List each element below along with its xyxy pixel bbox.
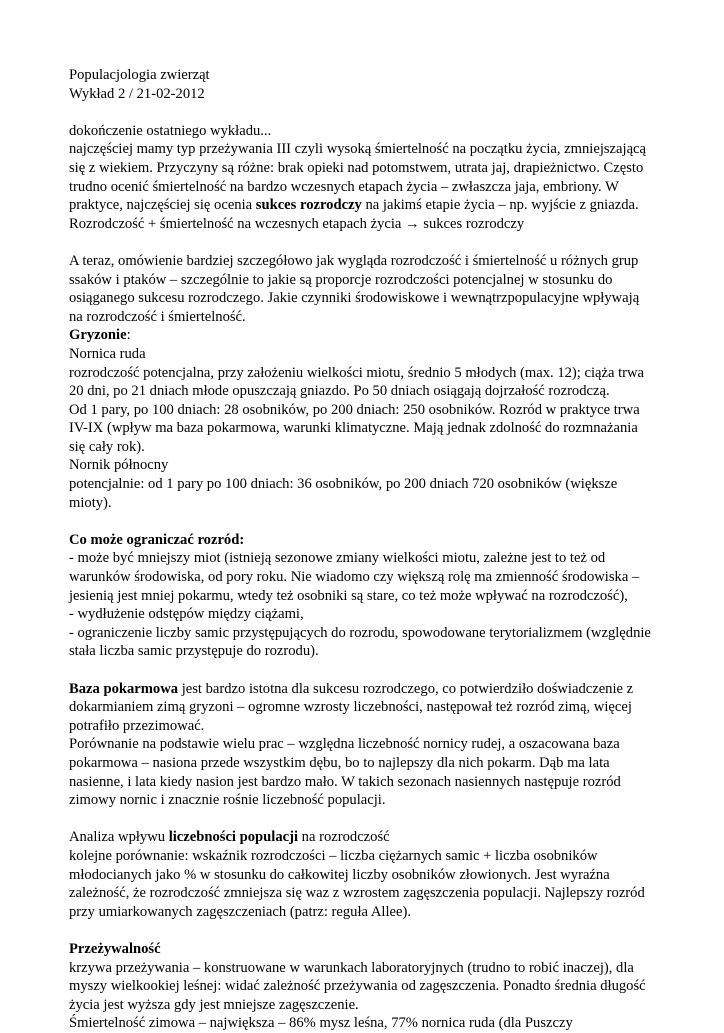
text-line: stała liczba samic przystępuje do rozrodu). <box>69 643 319 660</box>
text-line: IV-IX (wpływ ma baza pokarmowa, warunki klimatyczne. Mają jednak zdolność do rozmnażania <box>69 420 638 437</box>
text-line: dokarmianiem zimą gryzoni – ogromne wzrosty liczebności, następował też rozród zimą, więcej <box>69 699 632 716</box>
text-fragment: jest bardzo istotna dla sukcesu rozrodczego, co potwierdziło doświadczenie z <box>178 680 634 697</box>
bold-term-sukces-rozrodczy: sukces rozrodczy <box>255 197 362 214</box>
text-fragment: praktyce, najczęściej się ocenia <box>69 197 256 214</box>
text-line: zależność, że rozrodczość zmniejsza się waz z wzrostem zagęszczenia populacji. Najlepszy rozród <box>69 885 645 902</box>
text-line: Rozrodczość + śmiertelność na wczesnych etapach życia → sukces rozrodczy <box>69 215 525 232</box>
heading-text: Co może ograniczać rozród: <box>69 531 245 548</box>
heading-text: Gryzonie <box>69 327 127 344</box>
text-line: pokarmowa – nasiona przede wszystkim dębu, bo to najlepszy dla nich pokarm. Dąb ma lata <box>69 754 610 771</box>
text-line: się z wiekiem. Przyczyny są różne: brak opieki nad potomstwem, utrata jaj, drapieżnictwo. Często <box>69 159 644 176</box>
text-line: dokończenie ostatniego wykładu... <box>69 122 272 139</box>
heading-text: Przeżywalność <box>69 940 161 957</box>
text-line: Śmiertelność zimowa – największa – 86% mysz leśna, 77% nornica ruda (dla Puszczy <box>69 1015 573 1032</box>
spacer <box>69 103 684 122</box>
text-line: A teraz, omówienie bardziej szczegółowo jak wygląda rozrodczość i śmiertelność u różnych grup <box>69 252 639 269</box>
text-line: potencjalnie: od 1 pary po 100 dniach: 36 osobników, po 200 dniach 720 osobników (większe <box>69 476 618 493</box>
paragraph-food <box>69 680 684 810</box>
list-item: - wydłużenie odstępów między ciążami, <box>69 606 304 623</box>
text-line: kolejne porównanie: wskaźnik rozrodczości – liczba ciężarnych samic + liczba osobników <box>69 847 598 864</box>
section-heading <box>69 940 684 959</box>
section-heading <box>69 531 684 550</box>
text-line: się cały rok). <box>69 438 145 455</box>
text-line: osiąganego sukcesu rozrodczego. Jakie czynniki środowiskowe i wewnątrzpopulacyjne wpływają <box>69 290 640 307</box>
text-line: zimowy nornic i znacznie rośnie liczebność populacji. <box>69 792 386 809</box>
text-line: na rozrodczość i śmiertelność. <box>69 308 246 325</box>
text-line: rozrodczość potencjalna, przy założeniu wielkości miotu, średnio 5 młodych (max. 12); ciąża trwa <box>69 364 645 381</box>
paragraph-intro <box>69 122 684 234</box>
text-line: warunków środowiska, od pory roku. Nie wiadomo czy większą rolę ma zmienność środowiska – <box>69 569 640 586</box>
species-name: Nornica ruda <box>69 345 146 362</box>
text-line: trudno ocenić śmiertelność na bardzo wczesnych etapach życia – zwłaszcza jaja, embriony. W <box>69 178 619 195</box>
text-fragment: Analiza wpływu <box>69 829 169 846</box>
text-line: mioty). <box>69 494 112 511</box>
list-item: - ograniczenie liczby samic przystępujących do rozrodu, spowodowane terytorializmem (względnie <box>69 624 651 641</box>
paragraph-limits <box>69 531 684 661</box>
text-line <box>69 680 684 699</box>
text-line: potrafiło przezimować. <box>69 717 205 734</box>
spacer <box>69 233 684 252</box>
text-line <box>69 828 684 847</box>
text-line: jesienią jest mniej pokarmu, wtedy też osobniki są stare, co też może wpływać na rozrodczość), <box>69 587 628 604</box>
text-fragment: na rozrodczość <box>298 829 390 846</box>
text-line: najczęściej mamy typ przeżywania III czyli wysoką śmiertelność na początku życia, zmniejszającą <box>69 141 646 158</box>
document-header <box>69 66 684 103</box>
text-line: młodocianych jako % w stosunku do całkowitej liczby osobników złowionych. Jest wyraźna <box>69 866 610 883</box>
text-fragment: na jakimś etapie życia – np. wyjście z gniazda. <box>361 197 639 214</box>
text-line: 20 dni, po 21 dniach młode opuszczają gniazdo. Po 50 dniach osiągają dojrzałość rozrodczą. <box>69 383 610 400</box>
text-line: krzywa przeżywania – konstruowane w warunkach laboratoryjnych (trudno to robić inaczej), dla <box>69 959 634 976</box>
paragraph-groups <box>69 252 684 512</box>
spacer <box>69 810 684 829</box>
text-line <box>69 196 684 215</box>
text-line: ssaków i ptaków – szczególnie to jakie są proporcje rozrodczości potencjalnej w stosunku do <box>69 271 613 288</box>
bold-term-baza-pokarmowa: Baza pokarmowa <box>69 680 179 697</box>
bold-term-liczebnosc-populacji: liczebności populacji <box>168 829 299 846</box>
paragraph-density <box>69 828 684 921</box>
list-item: - może być mniejszy miot (istnieją sezonowe zmiany wielkości miotu, zależne jest to też od <box>69 550 606 567</box>
section-heading-gryzonie <box>69 326 684 345</box>
heading-colon: : <box>126 327 131 344</box>
text-line: nasienne, i lata kiedy nasion jest bardzo mało. W takich sezonach nasiennych następuje rozród <box>69 773 621 790</box>
document-title: Populacjologia zwierząt <box>69 67 210 83</box>
text-line: życia jest wyższa gdy jest mniejsze zagęszczenie. <box>69 996 359 1013</box>
text-line: myszy wielkookiej leśnej: widać zależność przeżywania od zagęszczenia. Ponadto średnia długość <box>69 978 646 995</box>
text-line: Od 1 pary, po 100 dniach: 28 osobników, po 200 dniach: 250 osobników. Rozród w praktyce trwa <box>69 401 640 418</box>
text-line: Porównanie na podstawie wielu prac – względna liczebność nornicy rudej, a oszacowana baza <box>69 736 620 753</box>
paragraph-survival <box>69 940 684 1033</box>
spacer <box>69 921 684 940</box>
spacer <box>69 661 684 680</box>
spacer <box>69 512 684 531</box>
species-name: Nornik północny <box>69 457 169 474</box>
lecture-info: Wykład 2 / 21-02-2012 <box>69 85 205 102</box>
text-line: przy umiarkowanych zagęszczeniach (patrz: reguła Allee). <box>69 903 411 920</box>
